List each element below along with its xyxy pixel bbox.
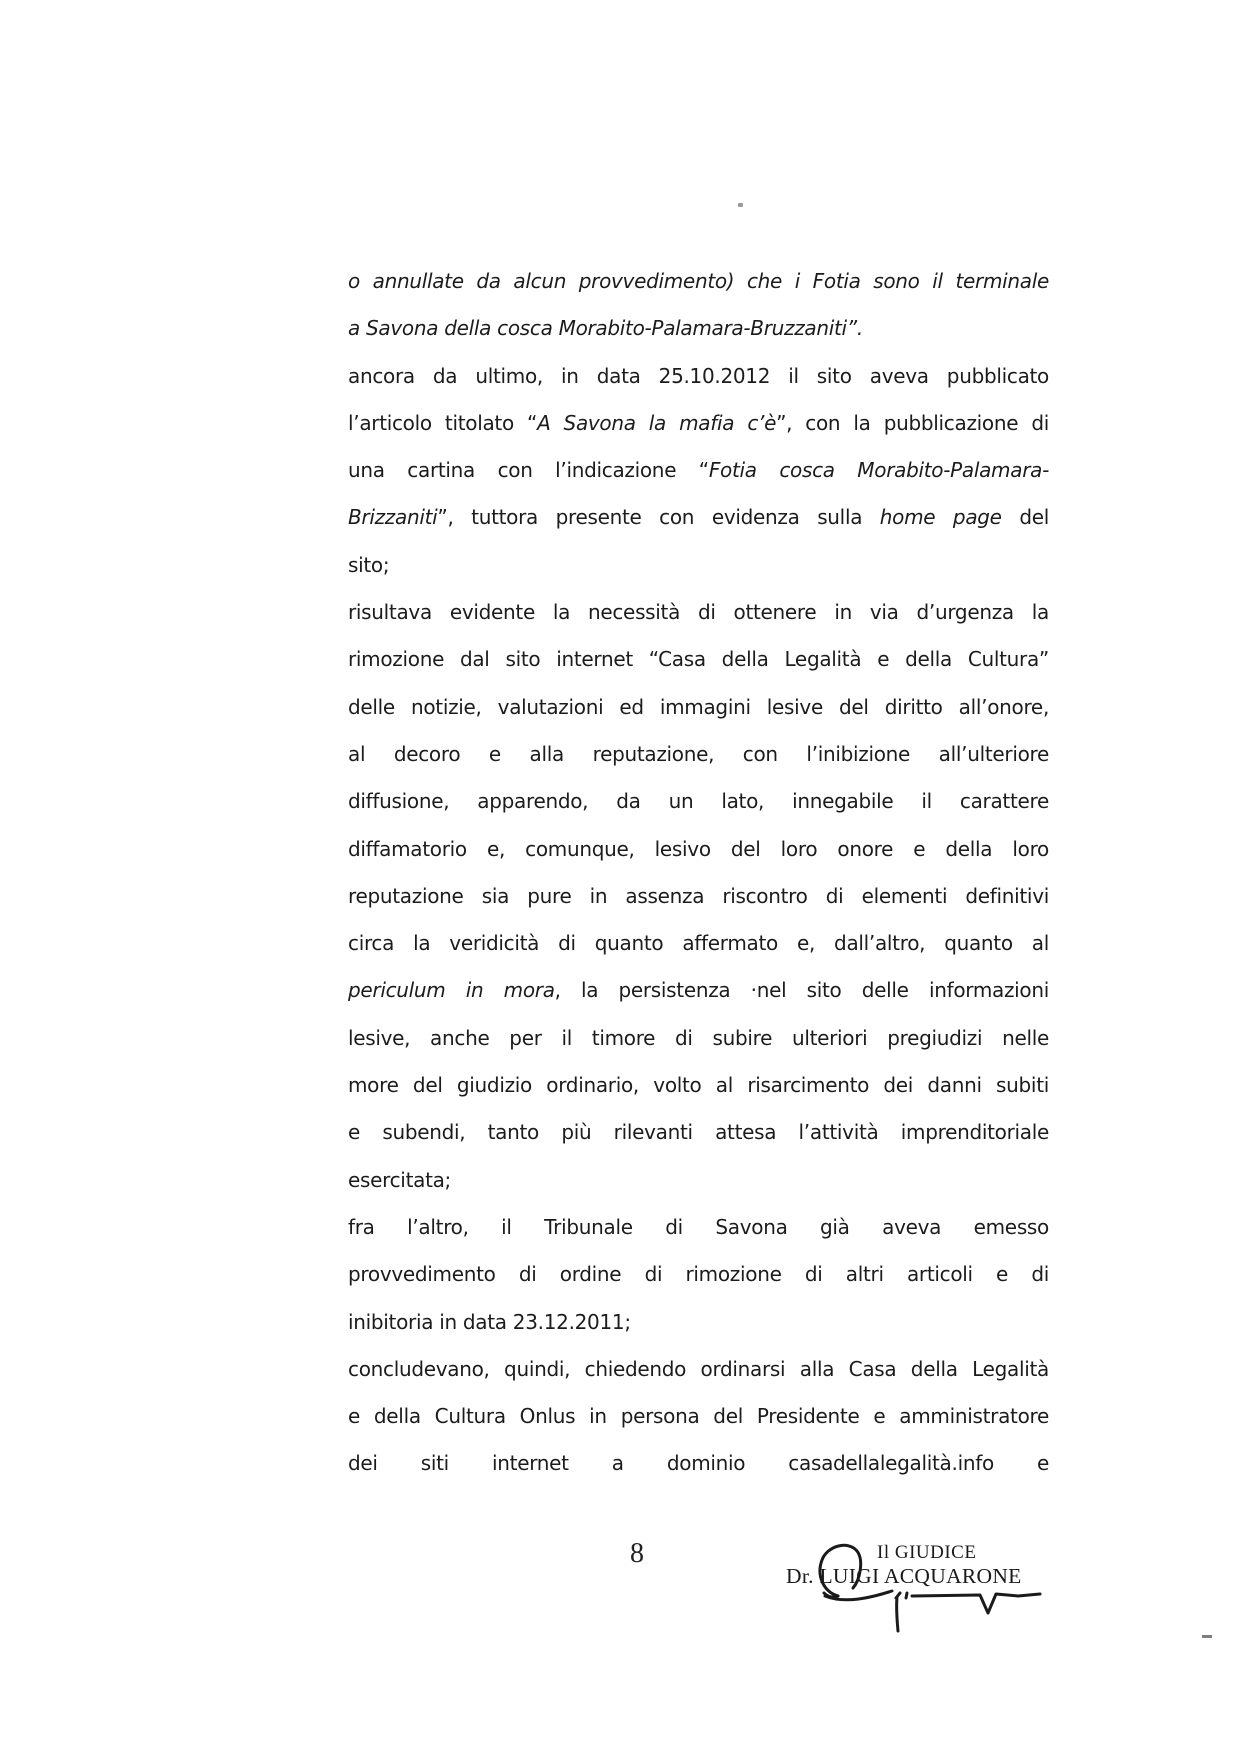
page-number: 8 — [630, 1538, 644, 1569]
judge-title: Il GIUDICE — [877, 1542, 977, 1563]
text-line — [348, 494, 1049, 541]
text-line — [348, 305, 1049, 352]
text-run: ancora da ultimo, in data 25.10.2012 il sito aveva pubblicato — [348, 363, 1049, 388]
text-run: del — [1001, 505, 1049, 530]
text-run: e subendi, tanto più rilevanti attesa l’attività imprenditoriale — [348, 1120, 1049, 1145]
text-run: ”, con la pubblicazione di — [776, 410, 1049, 435]
italic-text-run: home page — [879, 505, 1002, 530]
text-block — [348, 258, 1049, 1488]
text-line — [348, 447, 1049, 494]
text-line — [348, 1251, 1049, 1298]
text-run: , la persistenza ·nel sito delle informazioni — [554, 978, 1049, 1003]
text-run: reputazione sia pure in assenza riscontro di elementi definitivi — [348, 883, 1049, 908]
text-line — [348, 1109, 1049, 1156]
text-line — [348, 1393, 1049, 1440]
signature-vertical-stroke — [896, 1593, 900, 1631]
text-line — [348, 967, 1049, 1014]
text-line — [348, 920, 1049, 967]
text-line — [348, 353, 1049, 400]
text-run: diffusione, apparendo, da un lato, innegabile il carattere — [348, 789, 1049, 814]
text-run: inibitoria in data 23.12.2011; — [348, 1309, 631, 1334]
text-line — [348, 1015, 1049, 1062]
text-run: diffamatorio e, comunque, lesivo del loro onore e della loro — [348, 836, 1049, 861]
text-run: rimozione dal sito internet “Casa della Legalità e della Cultura” — [348, 647, 1049, 672]
text-run: lesive, anche per il timore di subire ulteriori pregiudizi nelle — [348, 1025, 1049, 1050]
italic-text-run: o annullate da alcun provvedimento) che i Fotia sono il terminale — [348, 269, 1049, 293]
text-line — [348, 1157, 1049, 1204]
text-line — [348, 684, 1049, 731]
text-run: fra l’altro, il Tribunale di Savona già aveva emesso — [348, 1214, 1049, 1239]
scan-artifact-dash — [1202, 1635, 1212, 1638]
scan-artifact-dot — [738, 203, 743, 207]
text-line — [348, 589, 1049, 636]
text-line — [348, 1299, 1049, 1346]
text-run: circa la veridicità di quanto affermato e, dall’altro, quanto al — [348, 931, 1049, 956]
italic-text-run: periculum in mora — [348, 978, 555, 1003]
text-run: delle notizie, valutazioni ed immagini lesive del diritto all’onore, — [348, 694, 1049, 719]
text-line — [348, 258, 1049, 305]
text-run: ”, tuttora presente con evidenza sulla — [437, 505, 880, 530]
text-run: esercitata; — [348, 1167, 451, 1192]
text-line — [348, 826, 1049, 873]
text-run: sito; — [348, 552, 390, 577]
text-line — [348, 636, 1049, 683]
text-run: e della Cultura Onlus in persona del Presidente e amministratore — [348, 1404, 1049, 1429]
text-line — [348, 1440, 1049, 1487]
text-line — [348, 778, 1049, 825]
italic-text-run: Fotia cosca Morabito-Palamara- — [708, 458, 1049, 483]
text-run: una cartina con l’indicazione “ — [348, 458, 709, 483]
judge-name: Dr. LUIGI ACQUARONE — [786, 1564, 1022, 1588]
text-line — [348, 873, 1049, 920]
text-run: more del giudizio ordinario, volto al risarcimento dei danni subiti — [348, 1073, 1049, 1098]
text-run: concludevano, quindi, chiedendo ordinarsi alla Casa della Legalità — [348, 1356, 1049, 1381]
judge-signature — [800, 1538, 1045, 1638]
text-run: dei siti internet a dominio casadellalegalità.info e — [348, 1451, 1049, 1476]
text-line — [348, 1062, 1049, 1109]
text-run: al decoro e alla reputazione, con l’inibizione all’ulteriore — [348, 741, 1049, 766]
text-run: l’articolo titolato “ — [348, 410, 538, 435]
signature-horizontal-stroke — [906, 1593, 1040, 1613]
italic-text-run: a Savona della cosca Morabito-Palamara-Bruzzaniti”. — [348, 316, 863, 341]
text-line — [348, 542, 1049, 589]
italic-text-run: A Savona la mafia c’è — [537, 410, 777, 435]
signature-loop — [820, 1545, 861, 1596]
text-line — [348, 731, 1049, 778]
text-run: provvedimento di ordine di rimozione di altri articoli e di — [348, 1262, 1049, 1287]
text-line — [348, 400, 1049, 447]
text-run: risultava evidente la necessità di ottenere in via d’urgenza la — [348, 600, 1049, 625]
italic-text-run: Brizzaniti — [348, 505, 438, 530]
text-line — [348, 1346, 1049, 1393]
text-line — [348, 1204, 1049, 1251]
